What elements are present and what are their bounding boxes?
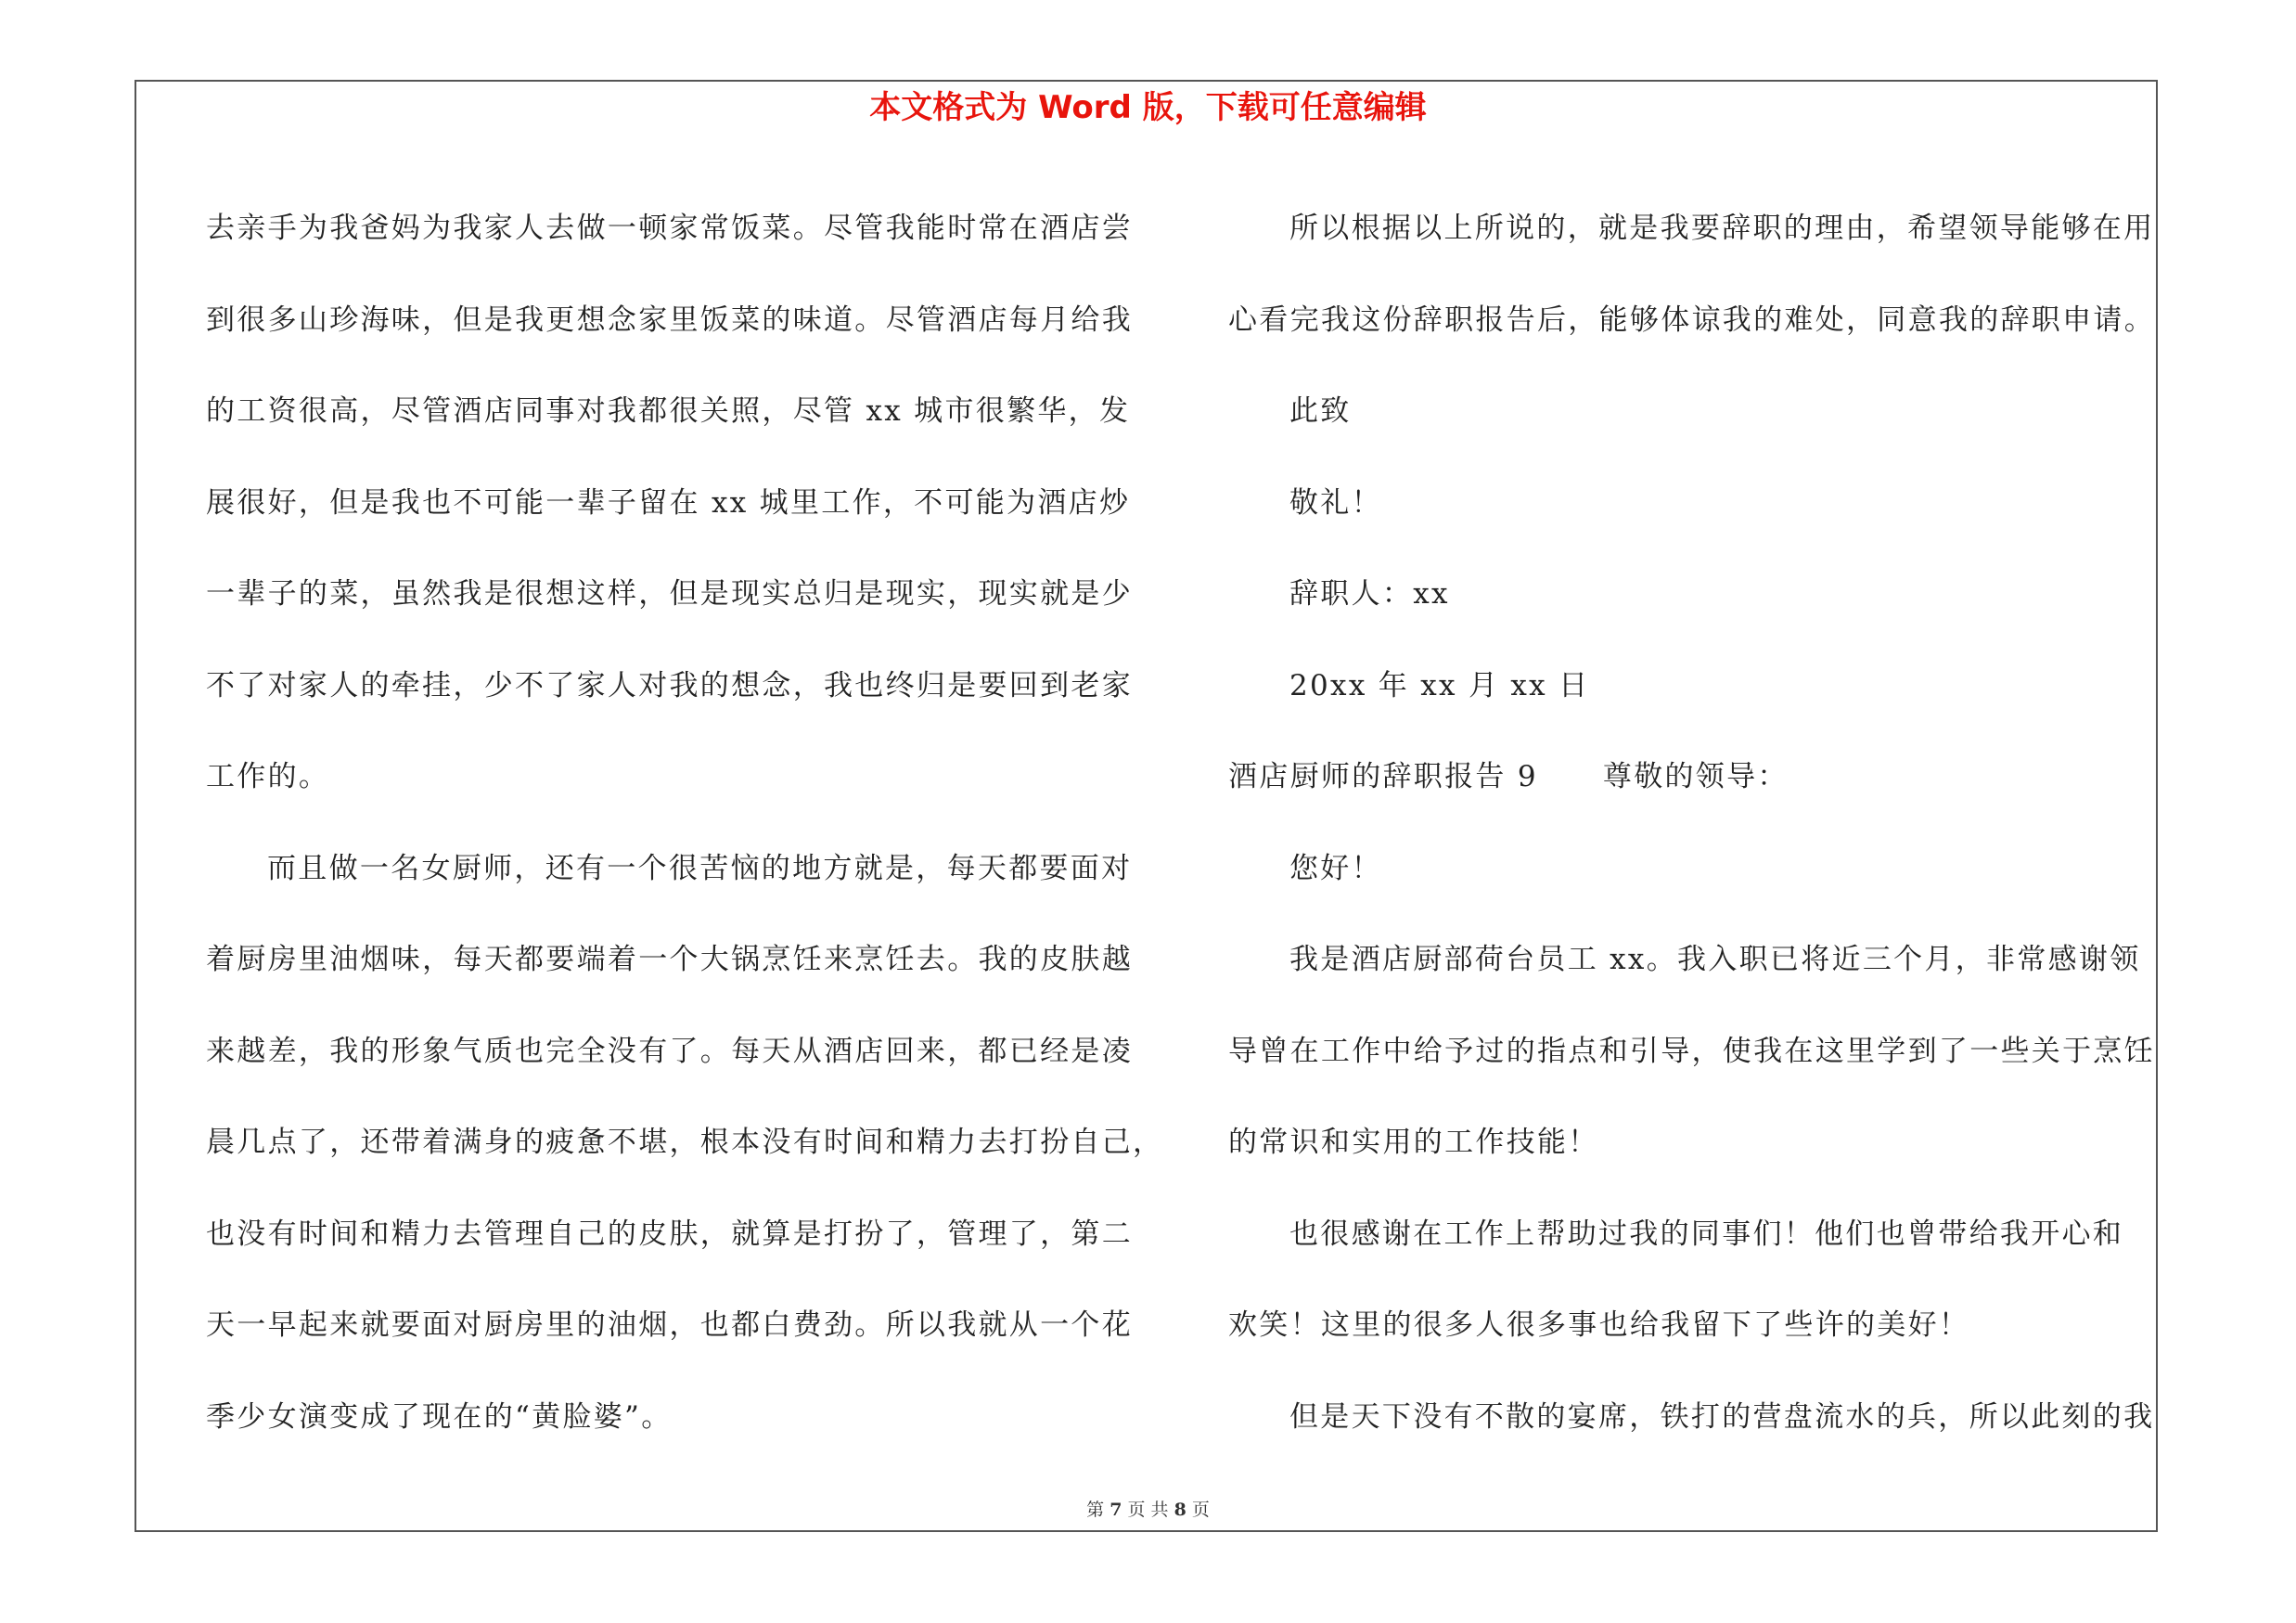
- text-line: 一辈子的菜，虽然我是很想这样，但是现实总归是现实，现实就是少: [206, 577, 1133, 611]
- text-line: 季少女演变成了现在的“黄脸婆”。: [206, 1399, 673, 1434]
- page-footer: [0, 1496, 2296, 1521]
- text-line: 着厨房里油烟味，每天都要端着一个大锅烹饪来烹饪去。我的皮肤越: [206, 943, 1133, 976]
- text-line: 不了对家人的牵挂，少不了家人对我的想念，我也终归是要回到老家: [206, 668, 1133, 702]
- text-line: 我是酒店厨部荷台员工 xx。我入职已将近三个月，非常感谢领: [1289, 943, 2141, 976]
- text-line: 心看完我这份辞职报告后，能够体谅我的难处，同意我的辞职申请。: [1228, 303, 2155, 337]
- closing-line: 敬礼！: [1289, 485, 1382, 520]
- right-column: [1228, 183, 2157, 1462]
- left-column: [206, 183, 1164, 1462]
- header-banner: 本文格式为 Word 版，下载可任意编辑: [869, 89, 1427, 126]
- text-line: 去亲手为我爸妈为我家人去做一顿家常饭菜。尽管我能时常在酒店尝: [206, 212, 1133, 245]
- salutation: 尊敬的领导：: [1602, 760, 1789, 793]
- text-line: 到很多山珍海味，但是我更想念家里饭菜的味道。尽管酒店每月给我: [206, 303, 1133, 337]
- closing-line: 此致: [1289, 394, 1352, 428]
- text-line: 天一早起来就要面对厨房里的油烟，也都白费劲。所以我就从一个花: [206, 1308, 1133, 1342]
- text-line: 工作的。: [206, 760, 330, 793]
- text-line: 导曾在工作中给予过的指点和引导，使我在这里学到了一些关于烹饪: [1228, 1034, 2155, 1068]
- total-page-number: 8: [1174, 1500, 1186, 1520]
- section-heading: [1228, 731, 2157, 823]
- text-line: 展很好，但是我也不可能一辈子留在 xx 城里工作，不可能为酒店炒: [206, 485, 1131, 520]
- footer-middle: 页 共: [1127, 1500, 1169, 1520]
- footer-prefix: 第: [1086, 1500, 1105, 1520]
- text-line: 来越差，我的形象气质也完全没有了。每天从酒店回来，都已经是凌: [206, 1034, 1133, 1068]
- text-line: 但是天下没有不散的宴席，铁打的营盘流水的兵，所以此刻的我: [1289, 1399, 2155, 1434]
- date-line: 20xx 年 xx 月 xx 日: [1289, 668, 1590, 702]
- text-line: 的常识和实用的工作技能！: [1228, 1126, 1599, 1159]
- text-line: 也没有时间和精力去管理自己的皮肤，就算是打扮了，管理了，第二: [206, 1217, 1133, 1251]
- current-page-number: 7: [1110, 1500, 1122, 1520]
- text-line: 所以根据以上所说的，就是我要辞职的理由，希望领导能够在用: [1289, 212, 2155, 245]
- signature-line: 辞职人：xx: [1289, 577, 1450, 611]
- text-line: 欢笑！这里的很多人很多事也给我留下了些许的美好！: [1228, 1308, 1970, 1342]
- text-line: 的工资很高，尽管酒店同事对我都很关照，尽管 xx 城市很繁华，发: [206, 394, 1131, 428]
- greeting-line: 您好！: [1289, 851, 1382, 885]
- footer-suffix: 页: [1191, 1500, 1210, 1520]
- text-line: 晨几点了，还带着满身的疲惫不堪，根本没有时间和精力去打扮自己，: [206, 1126, 1164, 1159]
- section-title: 酒店厨师的辞职报告 9: [1228, 760, 1538, 793]
- text-line: 而且做一名女厨师，还有一个很苦恼的地方就是，每天都要面对: [267, 851, 1133, 885]
- text-line: 也很感谢在工作上帮助过我的同事们！他们也曾带给我开心和: [1289, 1217, 2124, 1251]
